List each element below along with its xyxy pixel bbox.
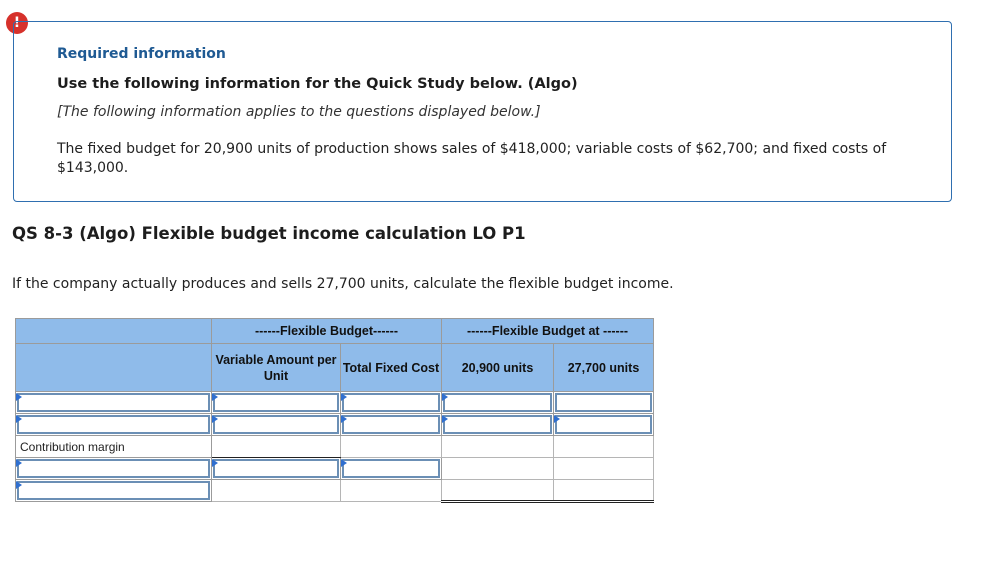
flexible-budget-header: ------Flexible Budget------ [212, 319, 442, 344]
dropdown-arrow-icon [212, 459, 218, 467]
header-blank [16, 319, 212, 344]
table-row [16, 458, 654, 480]
header-blank [16, 344, 212, 392]
total-fixed-cost-dropdown[interactable] [341, 414, 442, 436]
question-text: If the company actually produces and sells 27,700 units, calculate the flexible budget income. [12, 276, 674, 292]
units-27700-income-cell[interactable] [554, 480, 654, 502]
info-heading: Required information [57, 46, 226, 62]
row-label-dropdown[interactable] [16, 392, 212, 414]
info-note: [The following information applies to the questions displayed below.] [57, 104, 541, 120]
units-20900-cell[interactable] [442, 436, 554, 458]
table-row [16, 414, 654, 436]
flexible-budget-at-header: ------Flexible Budget at ------ [442, 319, 654, 344]
total-fixed-cost-header: Total Fixed Cost [341, 344, 442, 392]
info-instruction: Use the following information for the Quick Study below. (Algo) [57, 76, 578, 92]
total-fixed-cost-cell [341, 436, 442, 458]
row-label-dropdown[interactable] [16, 480, 212, 502]
contribution-margin-label: Contribution margin [16, 436, 212, 458]
variable-amount-cell [212, 480, 341, 502]
units-20900-income-cell[interactable] [442, 480, 554, 502]
variable-amount-input[interactable] [212, 458, 341, 480]
dropdown-arrow-icon [16, 393, 22, 401]
units-27700-dropdown[interactable] [554, 414, 654, 436]
group-header-row [16, 319, 654, 344]
flexible-budget-table [15, 318, 654, 503]
dropdown-arrow-icon [554, 415, 560, 423]
units-20900-dropdown[interactable] [442, 414, 554, 436]
units-20900-header: 20,900 units [442, 344, 554, 392]
income-row [16, 480, 654, 502]
dropdown-arrow-icon [442, 393, 448, 401]
units-27700-cell[interactable] [554, 436, 654, 458]
total-fixed-cost-cell [341, 480, 442, 502]
dropdown-arrow-icon [442, 415, 448, 423]
units-27700-input[interactable] [554, 392, 654, 414]
dropdown-arrow-icon [341, 415, 347, 423]
units-27700-header: 27,700 units [554, 344, 654, 392]
total-fixed-cost-input[interactable] [341, 458, 442, 480]
variable-amount-dropdown[interactable] [212, 414, 341, 436]
contribution-margin-row [16, 436, 654, 458]
dropdown-arrow-icon [212, 393, 218, 401]
units-27700-cell[interactable] [554, 458, 654, 480]
units-20900-cell[interactable] [442, 458, 554, 480]
alert-icon: ! [6, 12, 28, 34]
variable-amount-cell[interactable] [212, 436, 341, 458]
dropdown-arrow-icon [212, 415, 218, 423]
info-body: The fixed budget for 20,900 units of production shows sales of $418,000; variable costs of $62,700; and fixed costs of $143,000. [57, 141, 887, 176]
dropdown-arrow-icon [341, 459, 347, 467]
dropdown-arrow-icon [341, 393, 347, 401]
dropdown-arrow-icon [16, 415, 22, 423]
dropdown-arrow-icon [16, 481, 22, 489]
column-header-row [16, 344, 654, 392]
dropdown-arrow-icon [16, 459, 22, 467]
total-fixed-cost-dropdown[interactable] [341, 392, 442, 414]
question-title: QS 8-3 (Algo) Flexible budget income calculation LO P1 [12, 224, 526, 243]
row-label-dropdown[interactable] [16, 414, 212, 436]
row-label-dropdown[interactable] [16, 458, 212, 480]
required-information-panel [13, 21, 952, 202]
variable-amount-header: Variable Amount per Unit [212, 344, 341, 392]
table-row [16, 392, 654, 414]
variable-amount-dropdown[interactable] [212, 392, 341, 414]
units-20900-dropdown[interactable] [442, 392, 554, 414]
